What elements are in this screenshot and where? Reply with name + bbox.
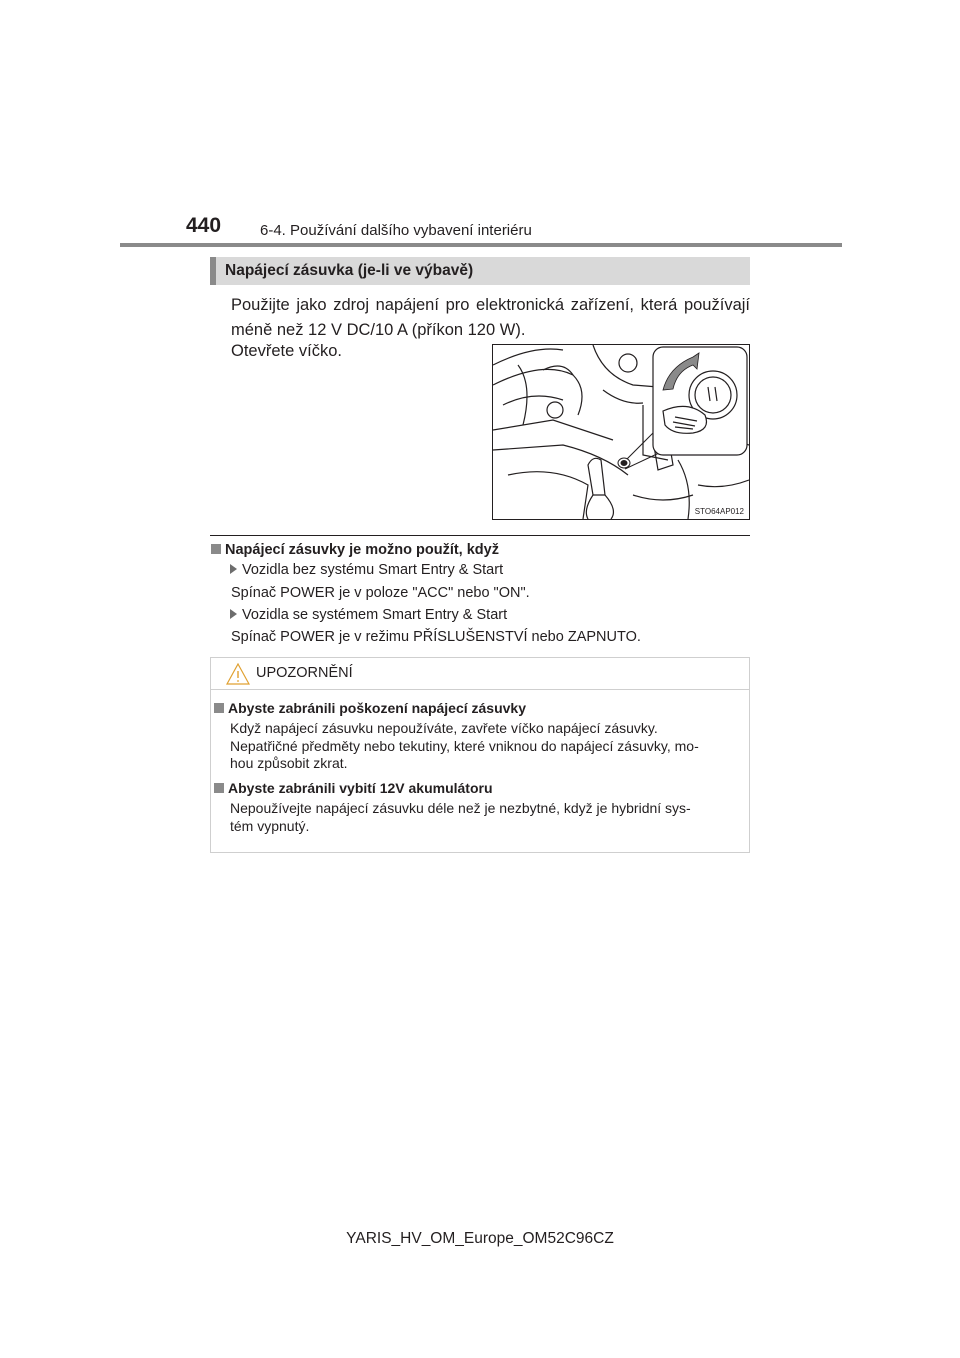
square-bullet-icon [214, 703, 224, 713]
warning-item-text [230, 720, 742, 773]
warning-item-text [230, 800, 742, 835]
warning-box [210, 657, 750, 853]
warning-triangle-icon [226, 663, 250, 685]
warning-item-title [214, 700, 526, 716]
condition-label [230, 607, 507, 623]
section-heading: Napájecí zásuvka (je-li ve výbavě) [210, 257, 750, 285]
warning-line: tém vypnutý. [230, 817, 310, 834]
conditions-heading [211, 542, 499, 558]
page-number: 440 [186, 214, 222, 237]
warning-item-title-text: Abyste zabránili vybití 12V akumulátoru [228, 780, 493, 796]
warning-line: hou způsobit zkrat. [230, 755, 348, 771]
warning-header [211, 658, 749, 690]
dashboard-drawing [493, 345, 749, 519]
section-title: 6-4. Používání dalšího vybavení interiéru [260, 222, 532, 239]
condition-label [230, 562, 503, 578]
condition-label-text: Vozidla bez systému Smart Entry & Start [242, 562, 504, 578]
section-divider [210, 535, 750, 536]
square-bullet-icon [214, 783, 224, 793]
conditions-title: Napájecí zásuvky je možno použít, když [225, 542, 499, 558]
power-outlet-illustration [492, 344, 750, 520]
intro-paragraph: Použijte jako zdroj napájení pro elektronická zařízení, která používají méně než 12 V DC/10 A (příkon 120 W). [231, 296, 750, 339]
triangle-bullet-icon [230, 564, 237, 574]
header-rule [120, 243, 842, 247]
warning-line: Nepatřičné předměty nebo tekutiny, které vniknou do napájecí zásuvky, mo- [230, 737, 699, 754]
warning-label: UPOZORNĚNÍ [256, 665, 353, 681]
condition-text: Spínač POWER je v poloze "ACC" nebo "ON". [231, 585, 530, 601]
figure-code: STO64AP012 [694, 507, 744, 516]
warning-item-title-text: Abyste zabránili poškození napájecí zásuvky [228, 700, 526, 716]
triangle-bullet-icon [230, 609, 237, 619]
document-footer: YARIS_HV_OM_Europe_OM52C96CZ [346, 1230, 614, 1247]
warning-line: Když napájecí zásuvku nepoužíváte, zavřete víčko napájecí zásuvky. [230, 720, 658, 736]
square-bullet-icon [211, 544, 221, 554]
step-instruction: Otevřete víčko. [231, 342, 342, 360]
warning-line: Nepoužívejte napájecí zásuvku déle než je nezbytné, když je hybridní sys- [230, 800, 691, 816]
condition-text: Spínač POWER je v režimu PŘÍSLUŠENSTVÍ nebo ZAPNUTO. [231, 629, 641, 645]
warning-item-title [214, 780, 493, 796]
condition-label-text: Vozidla se systémem Smart Entry & Start [242, 607, 508, 623]
